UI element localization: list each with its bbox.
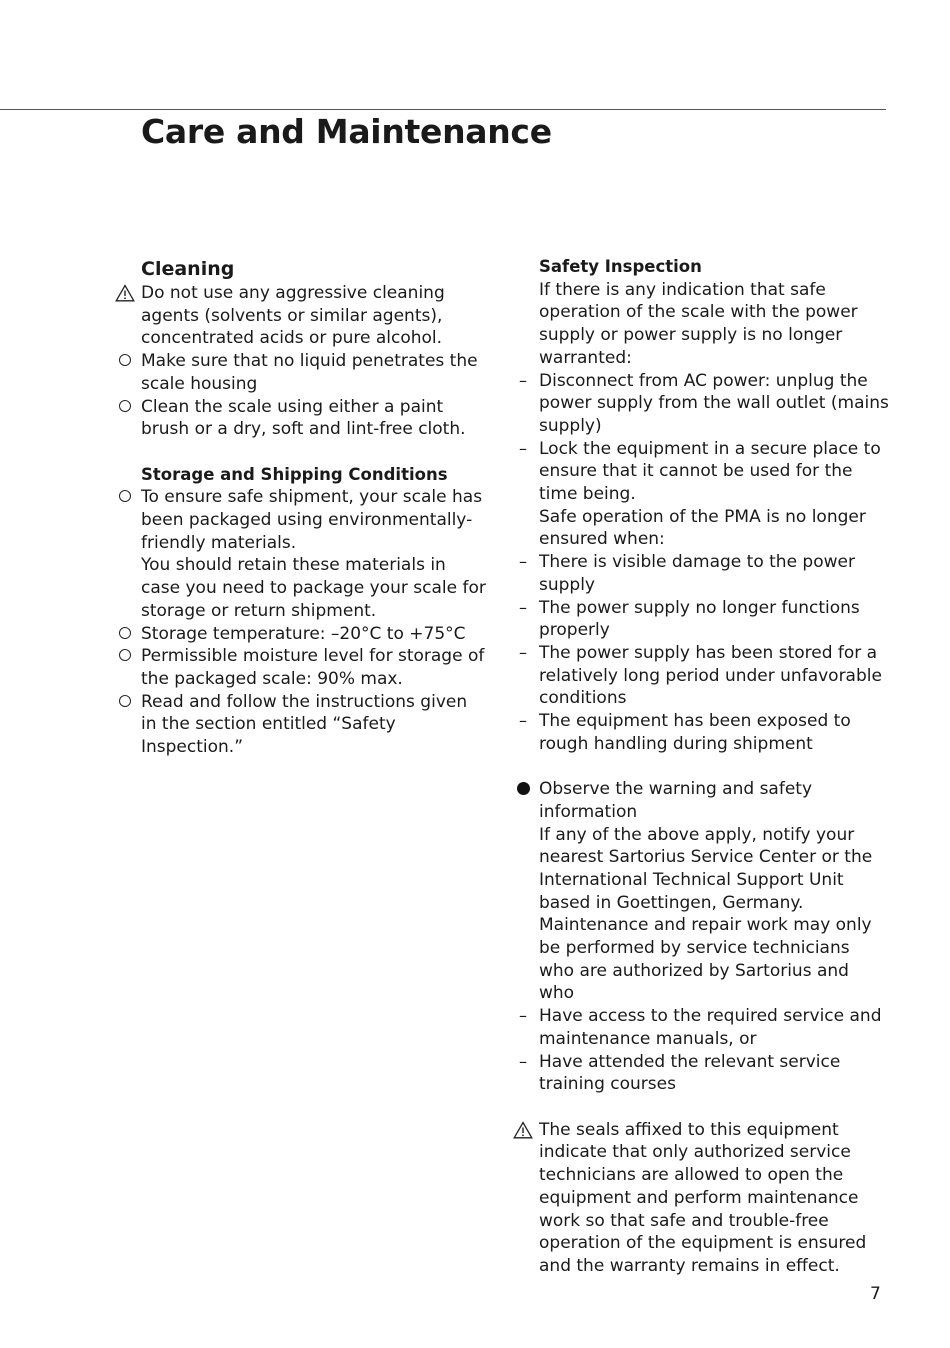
action-item-text: Lock the equipment in a secure place to ensure that it cannot be used for the time being. — [539, 438, 881, 505]
list-item — [141, 350, 486, 395]
dash-icon: – — [519, 552, 527, 572]
list-item — [141, 623, 486, 646]
safety-intro: If there is any indication that safe operation of the scale with the power supply or power supply is no longer warranted: — [539, 279, 858, 368]
list-item — [519, 1005, 889, 1050]
list-item — [141, 396, 486, 441]
observe-text: Observe the warning and safety information — [539, 779, 813, 822]
circle-bullet-icon — [119, 695, 131, 707]
dash-icon: – — [519, 1006, 527, 1026]
list-item — [141, 282, 486, 350]
storage-item-text: Read and follow the instructions given in the section entitled “Safety Inspection.” — [141, 691, 468, 758]
cleaning-item-text: Clean the scale using either a paint brush or a dry, soft and lint-free cloth. — [141, 396, 466, 440]
tech-item-text: Have access to the required service and maintenance manuals, or — [539, 1006, 882, 1049]
condition-item-text: The equipment has been exposed to rough handling during shipment — [539, 711, 851, 754]
notify-paragraph: If any of the above apply, notify your nearest Sartorius Service Center or the International Technical Support Unit based in Goettingen, Germany. Maintenance and repair work may only be performed by service technicians who are authorized by Sartorius and who — [539, 824, 873, 1004]
circle-bullet-icon — [119, 490, 131, 502]
list-item — [141, 691, 486, 759]
page-number: 7 — [870, 1284, 881, 1304]
list-item — [519, 1051, 889, 1096]
storage-item-text: Permissible moisture level for storage of the packaged scale: 90% max. — [141, 646, 485, 689]
list-item — [519, 438, 889, 506]
right-column — [519, 256, 889, 1278]
circle-bullet-icon — [119, 400, 131, 412]
left-column — [141, 256, 486, 759]
circle-bullet-icon — [119, 649, 131, 661]
safety-heading: Safety Inspection — [539, 257, 702, 276]
condition-item-text: The power supply no longer functions properly — [539, 597, 860, 641]
cleaning-item-text: Do not use any aggressive cleaning agents (solvents or similar agents), concentrated acids or pure alcohol. — [141, 283, 445, 349]
list-item — [519, 710, 889, 755]
list-item — [539, 1119, 889, 1278]
circle-bullet-icon — [119, 354, 131, 366]
page-title: Care and Maintenance — [141, 112, 552, 151]
warning-triangle-icon — [115, 284, 135, 302]
filled-bullet-icon — [517, 782, 530, 795]
dash-icon: – — [519, 711, 527, 731]
circle-bullet-icon — [119, 627, 131, 639]
dash-icon: – — [519, 370, 527, 390]
condition-item-text: The power supply has been stored for a relatively long period under unfavorable conditions — [539, 642, 882, 709]
header-rule — [0, 109, 886, 110]
cleaning-heading: Cleaning — [141, 258, 235, 280]
action-item-text: Disconnect from AC power: unplug the power supply from the wall outlet (mains supply) — [539, 370, 889, 436]
list-item — [519, 597, 889, 642]
list-item — [519, 551, 889, 596]
storage-paragraph: You should retain these materials in case you need to package your scale for storage or return shipment. — [141, 555, 486, 621]
dash-icon: – — [519, 597, 527, 617]
list-item — [539, 778, 889, 823]
storage-item-text: Storage temperature: –20°C to +75°C — [141, 623, 466, 644]
list-item — [519, 642, 889, 710]
dash-icon: – — [519, 642, 527, 662]
tech-item-text: Have attended the relevant service training courses — [539, 1051, 841, 1095]
cleaning-item-text: Make sure that no liquid penetrates the scale housing — [141, 351, 478, 394]
dash-icon: – — [519, 438, 527, 458]
list-item — [141, 486, 486, 554]
storage-item-text: To ensure safe shipment, your scale has been packaged using environmentally-friendly materials. — [141, 487, 483, 553]
storage-heading: Storage and Shipping Conditions — [141, 464, 448, 484]
dash-icon: – — [519, 1051, 527, 1071]
list-item — [141, 645, 486, 690]
condition-item-text: There is visible damage to the power supply — [539, 552, 855, 595]
list-item — [519, 370, 889, 438]
warning-triangle-icon — [513, 1121, 533, 1139]
ensured-paragraph: Safe operation of the PMA is no longer ensured when: — [539, 506, 866, 550]
seals-text: The seals affixed to this equipment indicate that only authorized service technicians are allowed to open the equipment and perform maintenance work so that safe and trouble-free operation of the equipment is ensured and the warranty remains in effect. — [539, 1119, 867, 1276]
